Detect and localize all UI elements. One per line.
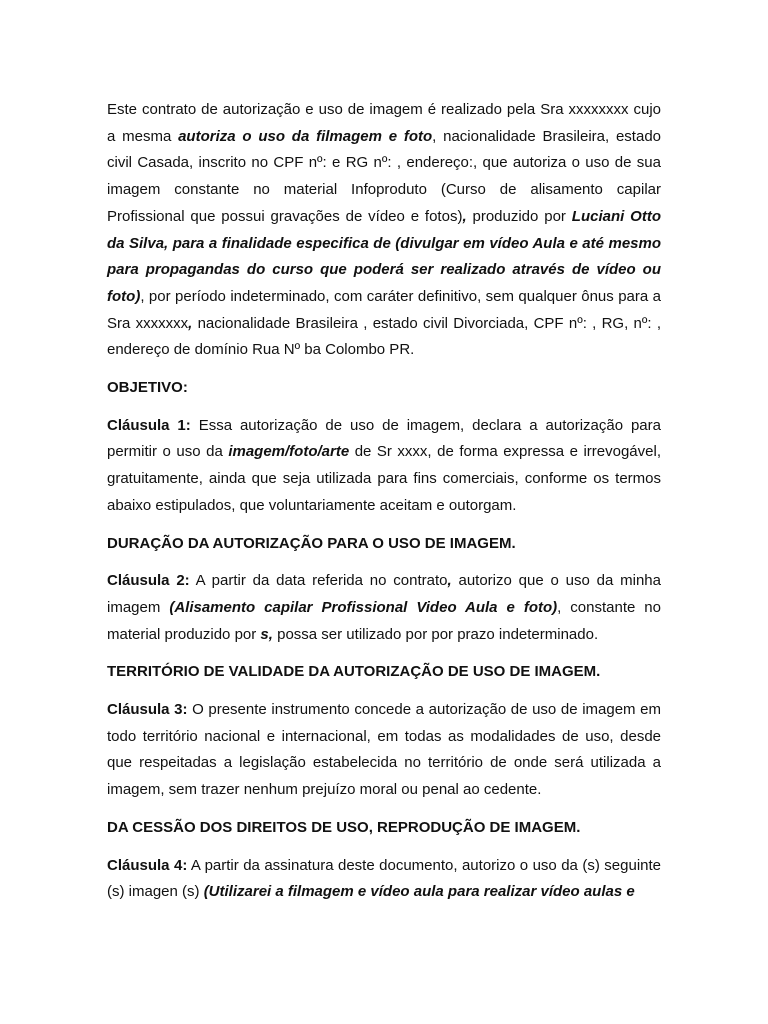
section-heading-cessao: DA CESSÃO DOS DIREITOS DE USO, REPRODUÇÃO DE IMAGEM. [107, 818, 581, 836]
clause-2-emphasis-2: (Alisamento capilar Profissional Video Aula e foto) [169, 598, 558, 616]
clause-1-paragraph [107, 413, 661, 520]
clause-2-label: Cláusula 2: [107, 572, 190, 590]
clause-1-text-1: Essa autorização de uso de imagem, declara a autorização para permitir o uso da [107, 416, 661, 461]
clause-2-text-1: A partir da data referida no contrato [189, 572, 448, 590]
intro-text-5: nacionalidade Brasileira , estado civil Divorciada, CPF nº: , RG, nº: , endereço de domínio Rua Nº ba Colombo PR. [107, 314, 661, 359]
clause-2-text-3: , constante no material produzido por [107, 598, 661, 643]
section-heading-territorio: TERRITÓRIO DE VALIDADE DA AUTORIZAÇÃO DE USO DE IMAGEM. [107, 663, 601, 681]
document-page [107, 97, 661, 917]
clause-1-label: Cláusula 1: [107, 416, 191, 434]
intro-text-1: Este contrato de autorização e uso de imagem é realizado pela Sra xxxxxxxx cujo a mesma [107, 101, 661, 145]
intro-emphasis-3: Luciani Otto da Silva, para a finalidade especifica de (divulgar em vídeo Aula e até mesmo para propagandas do curso que poderá ser realizado através de vídeo ou foto) [107, 207, 661, 305]
clause-3-label: Cláusula 3: [107, 701, 188, 719]
intro-text-4: , por período indeterminado, com caráter definitivo, sem qualquer ônus para a Sra xxxxxxx [107, 287, 661, 332]
intro-text-3: produzido por [466, 207, 572, 225]
clause-4-emphasis: (Utilizarei a filmagem e vídeo aula para realizar vídeo aulas e [203, 883, 635, 901]
clause-2-emphasis-1: , [447, 572, 452, 590]
clause-4-label: Cláusula 4: [107, 856, 188, 874]
clause-3-paragraph [107, 697, 661, 804]
clause-4-paragraph [107, 853, 661, 906]
clause-2-emphasis-3: s, [260, 625, 273, 643]
section-heading-duracao: DURAÇÃO DA AUTORIZAÇÃO PARA O USO DE IMAGEM. [107, 534, 516, 552]
intro-text-2: , nacionalidade Brasileira, estado civil Casada, inscrito no CPF nº: e RG nº: , endereço:, que autoriza o uso de sua imagem constante no material Infoproduto (Curso de alisamento capilar Profissional que possui gravações de vídeo e fotos) [107, 127, 661, 225]
intro-paragraph [107, 97, 661, 364]
clause-2-text-4: possa ser utilizado por por prazo indeterminado. [272, 625, 599, 643]
clause-1-text-2: de Sr xxxx, de forma expressa e irrevogável, gratuitamente, ainda que seja utilizada para fins comerciais, conforme os termos abaixo estipulados, que voluntariamente aceitam e outorgam. [107, 443, 661, 514]
intro-emphasis-2: , [462, 207, 467, 225]
section-heading-objetivo: OBJETIVO: [107, 379, 188, 397]
clause-3-text-1: O presente instrumento concede a autorização de uso de imagem em todo território nacional e internacional, em todas as modalidades de uso, desde que respeitadas a legislação estabelecida no território de onde será utilizada a imagem, sem trazer nenhum prejuízo moral ou penal ao cedente. [107, 701, 661, 799]
intro-emphasis-4: , [188, 314, 193, 332]
clause-2-paragraph [107, 568, 661, 648]
clause-4-text-1: A partir da assinatura deste documento, autorizo o uso da (s) seguinte (s) imagen (s) [107, 856, 661, 901]
intro-emphasis-1: autoriza o uso da filmagem e foto [178, 127, 433, 145]
clause-1-emphasis: imagem/foto/arte [228, 443, 350, 461]
clause-2-text-2: autorizo que o uso da minha imagem [107, 572, 661, 616]
